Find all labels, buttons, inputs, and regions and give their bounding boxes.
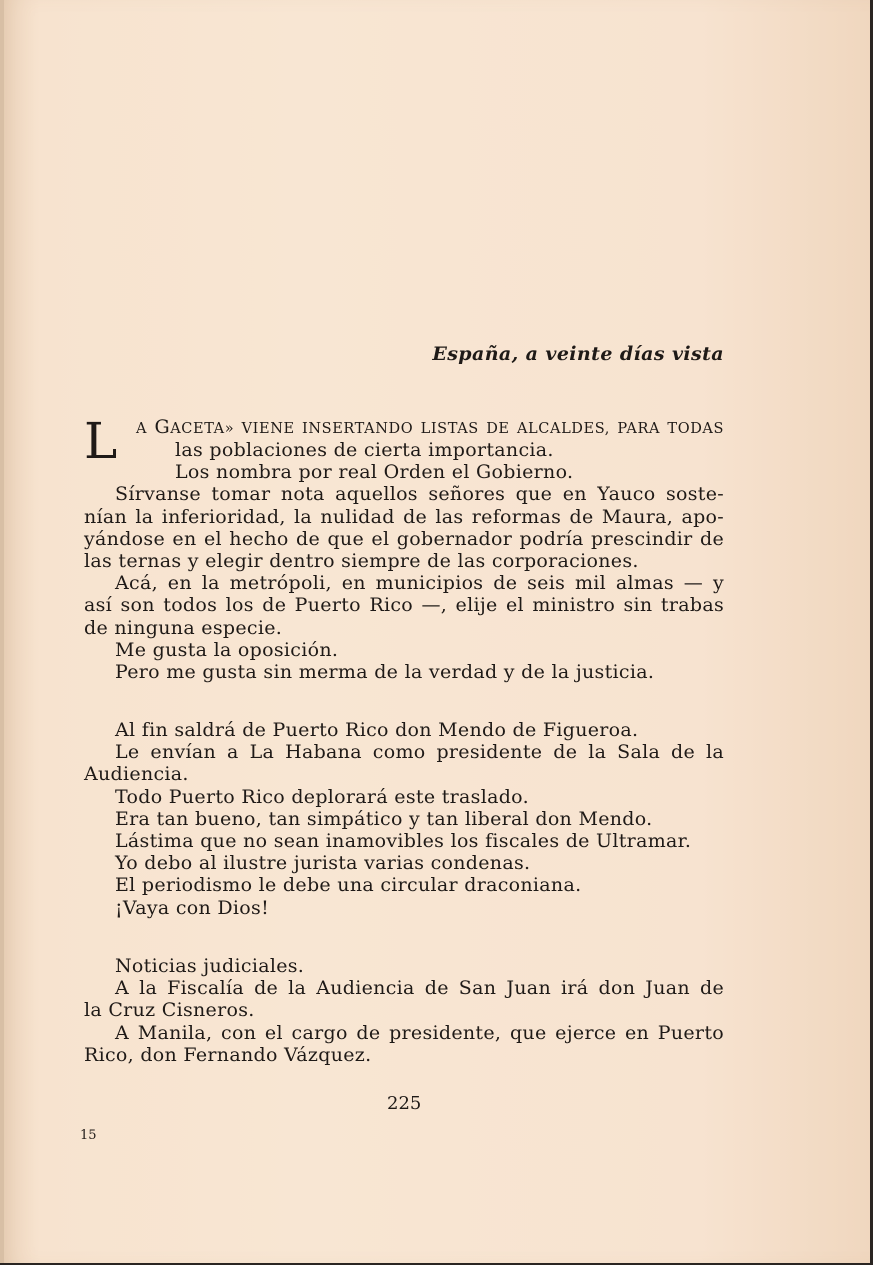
paragraph-line: Noticias judiciales.	[115, 955, 305, 977]
paragraph-line: Los nombra por real Orden el Gobierno.	[175, 461, 574, 484]
first-line-text: A GACETA» VIENE INSERTANDO LISTAS DE ALCALDES, PARA TODAS	[136, 416, 725, 438]
page-number: 225	[387, 1093, 422, 1114]
paragraph-line: Era tan bueno, tan simpático y tan liberal don Mendo.	[115, 807, 653, 830]
paragraph-line: Todo Puerto Rico deplorará este traslado.	[115, 785, 529, 808]
paragraph-line: Acá, en la metrópoli, en municipios de seis mil almas — y	[115, 572, 724, 595]
signature-mark: 15	[80, 1128, 97, 1143]
paragraph-line: así son todos los de Puerto Rico —, elije el ministro sin trabas	[84, 594, 724, 617]
paragraph-line: Le envían a La Habana como presidente de la Sala de la	[115, 741, 724, 764]
paragraph-line: Lástima que no sean inamovibles los fiscales de Ultramar.	[115, 829, 692, 852]
paragraph-line: Sírvanse tomar nota aquellos señores que en Yauco soste-	[115, 483, 724, 506]
paragraph-line: nían la inferioridad, la nulidad de las reformas de Maura, apo-	[84, 505, 724, 528]
section-3	[84, 955, 724, 1066]
section-2	[84, 719, 724, 919]
paragraph-line: Rico, don Fernando Vázquez.	[84, 1043, 372, 1066]
section-1	[84, 439, 724, 683]
paragraph-line: Me gusta la oposición.	[115, 638, 339, 661]
article-title: España, a veinte días vista	[432, 343, 724, 365]
paragraph-line: ¡Vaya con Dios!	[115, 896, 270, 919]
paragraph-line: las ternas y elegir dentro siempre de las corporaciones.	[84, 549, 639, 572]
paragraph-line: A Manila, con el cargo de presidente, que ejerce en Puerto	[115, 1021, 724, 1044]
first-line-small-caps	[136, 416, 724, 440]
paragraph-line: de ninguna especie.	[84, 616, 283, 639]
paragraph-line: Audiencia.	[84, 763, 189, 786]
paragraph-line: yándose en el hecho de que el gobernador podría prescindir de	[84, 527, 724, 550]
paragraph-line: A la Fiscalía de la Audiencia de San Juan irá don Juan de	[115, 977, 724, 1000]
paragraph-line: Pero me gusta sin merma de la verdad y de la justicia.	[115, 660, 655, 683]
paragraph-line: Al fin saldrá de Puerto Rico don Mendo de Figueroa.	[115, 719, 639, 741]
paragraph-line: las poblaciones de cierta importancia.	[175, 439, 554, 461]
drop-cap: L	[84, 412, 118, 470]
paragraph-line: la Cruz Cisneros.	[84, 999, 255, 1022]
paragraph-line: Yo debo al ilustre jurista varias condenas.	[115, 852, 531, 875]
paragraph-line: El periodismo le debe una circular draconiana.	[115, 874, 582, 897]
page-gutter	[0, 0, 4, 1263]
